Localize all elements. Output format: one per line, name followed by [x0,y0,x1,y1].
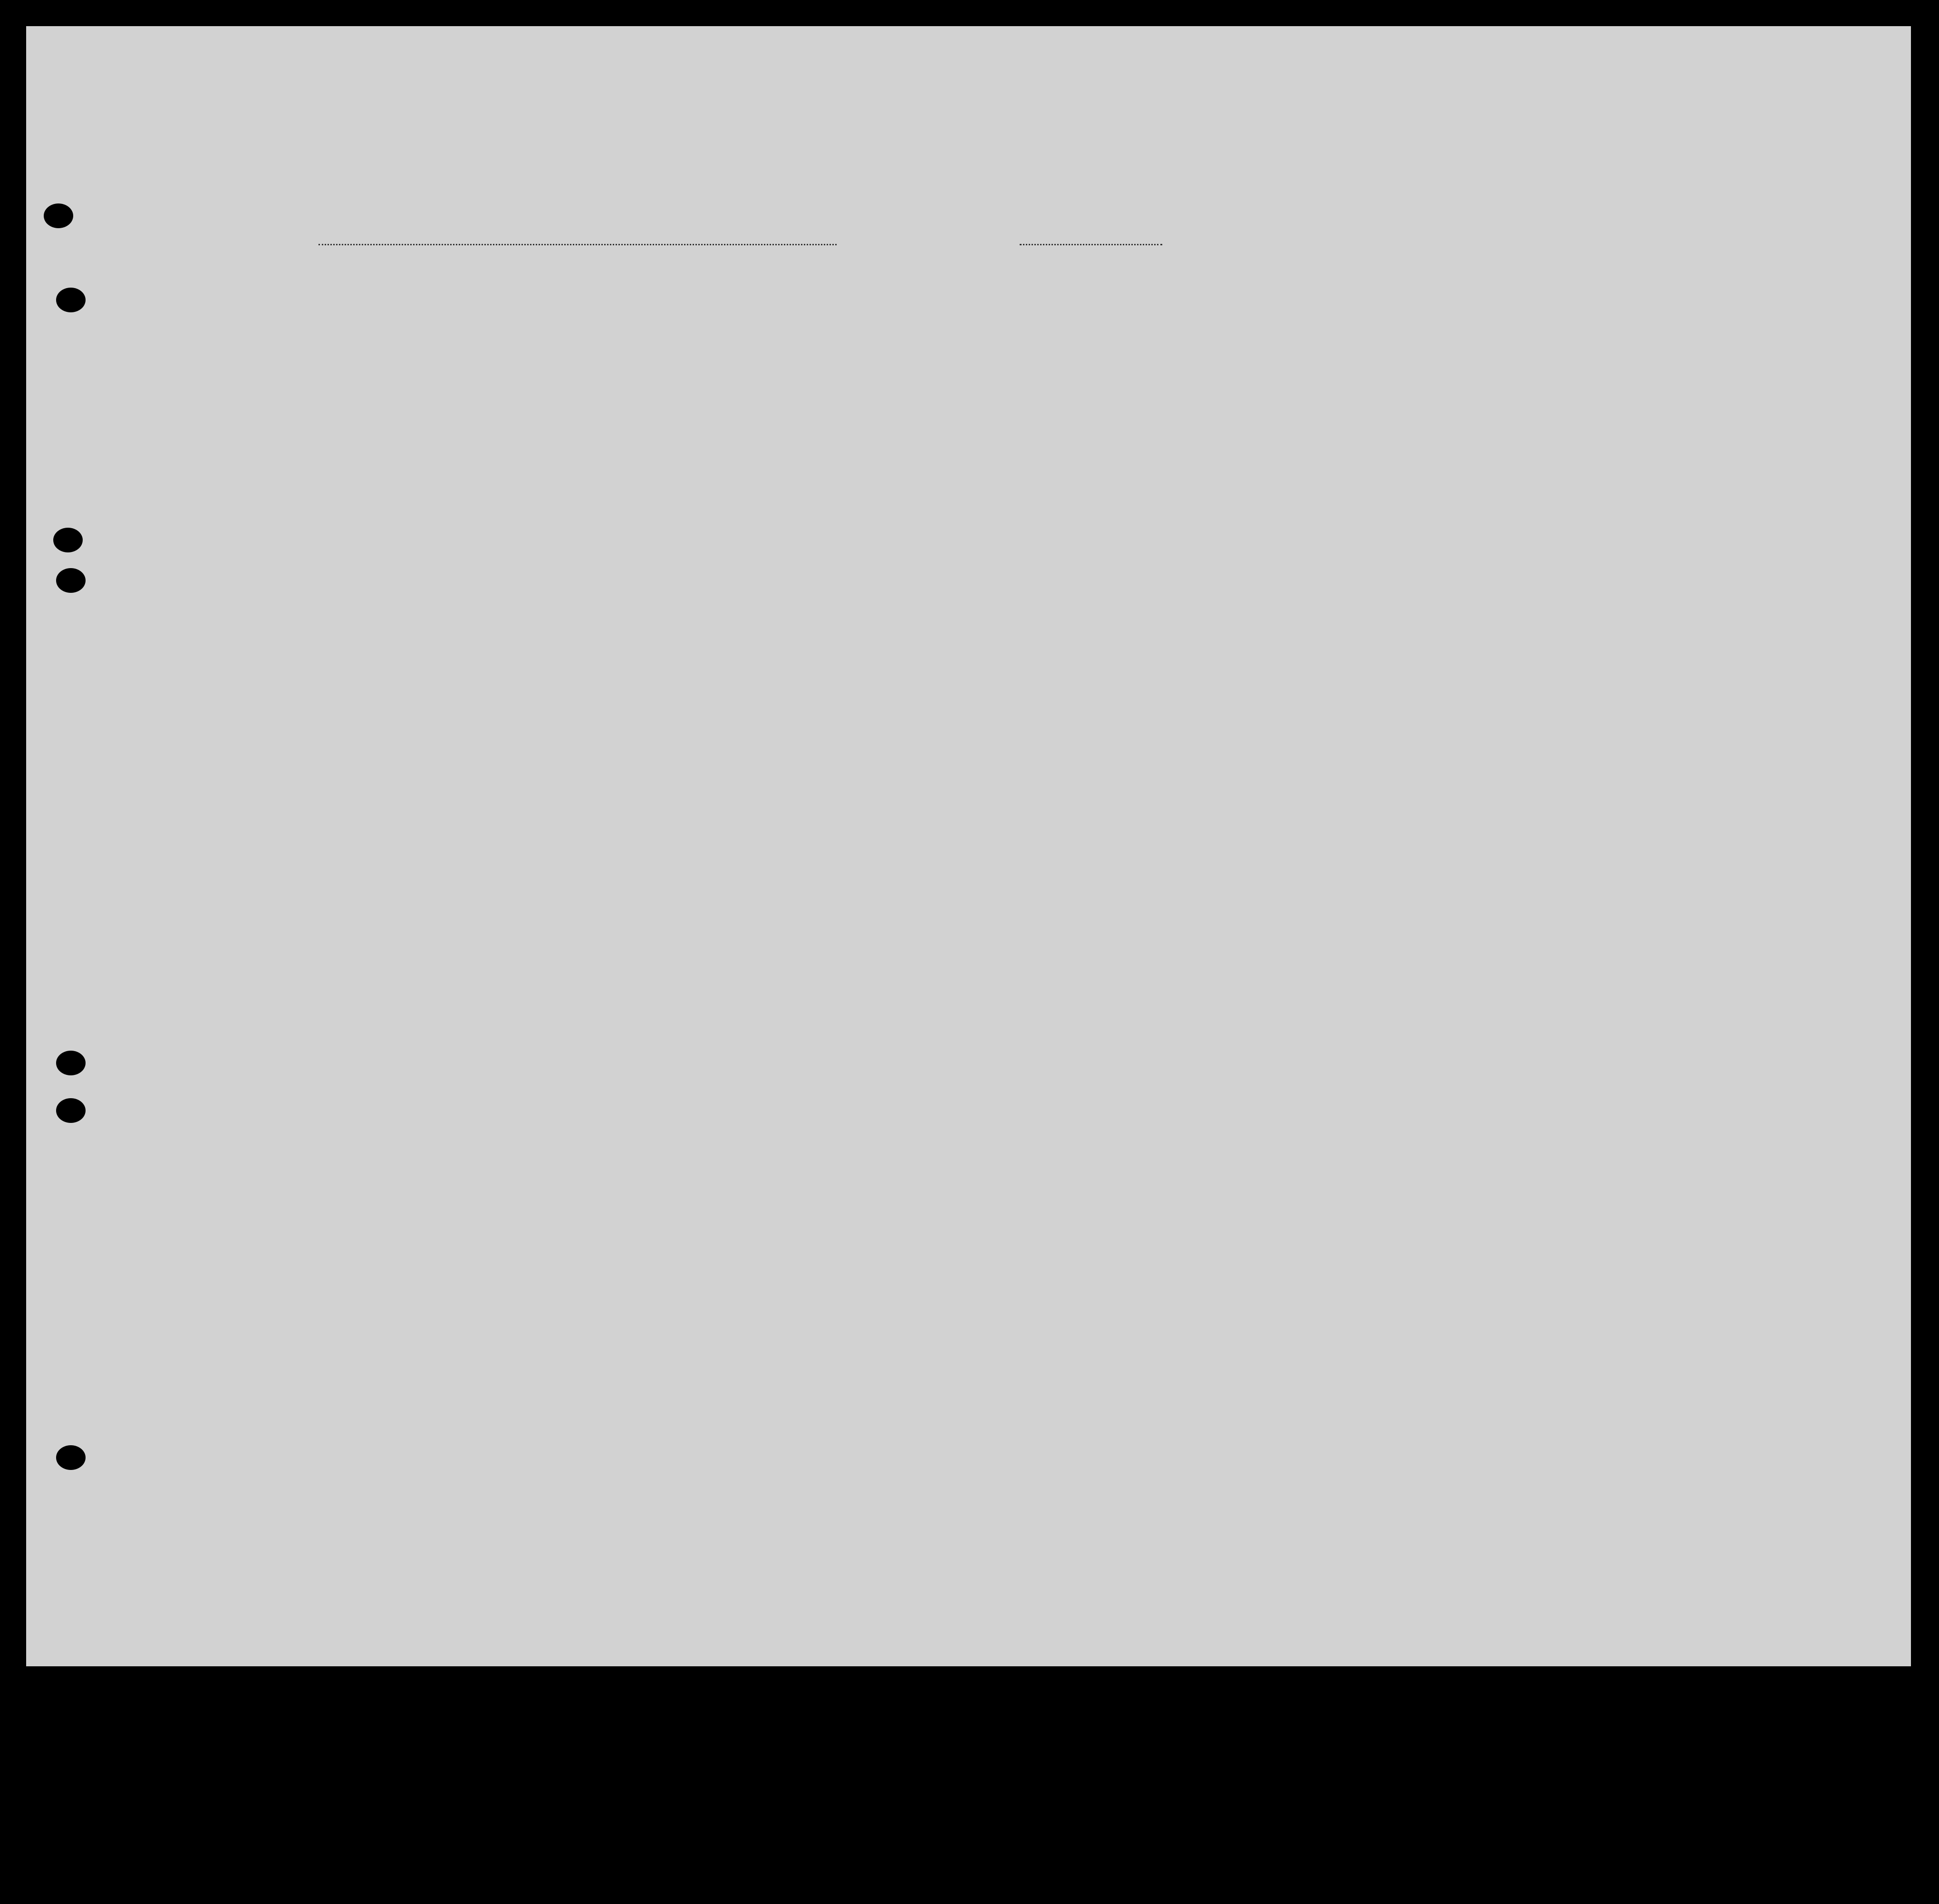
form-grid [26,26,1911,1666]
binder-hole [56,1445,86,1470]
binder-hole [56,1051,86,1075]
binder-hole [56,568,86,593]
binder-hole [44,203,73,228]
binder-hole [53,528,83,552]
binder-hole [56,1098,86,1123]
manifest-sheet [26,26,1911,1666]
binder-hole [56,288,86,312]
